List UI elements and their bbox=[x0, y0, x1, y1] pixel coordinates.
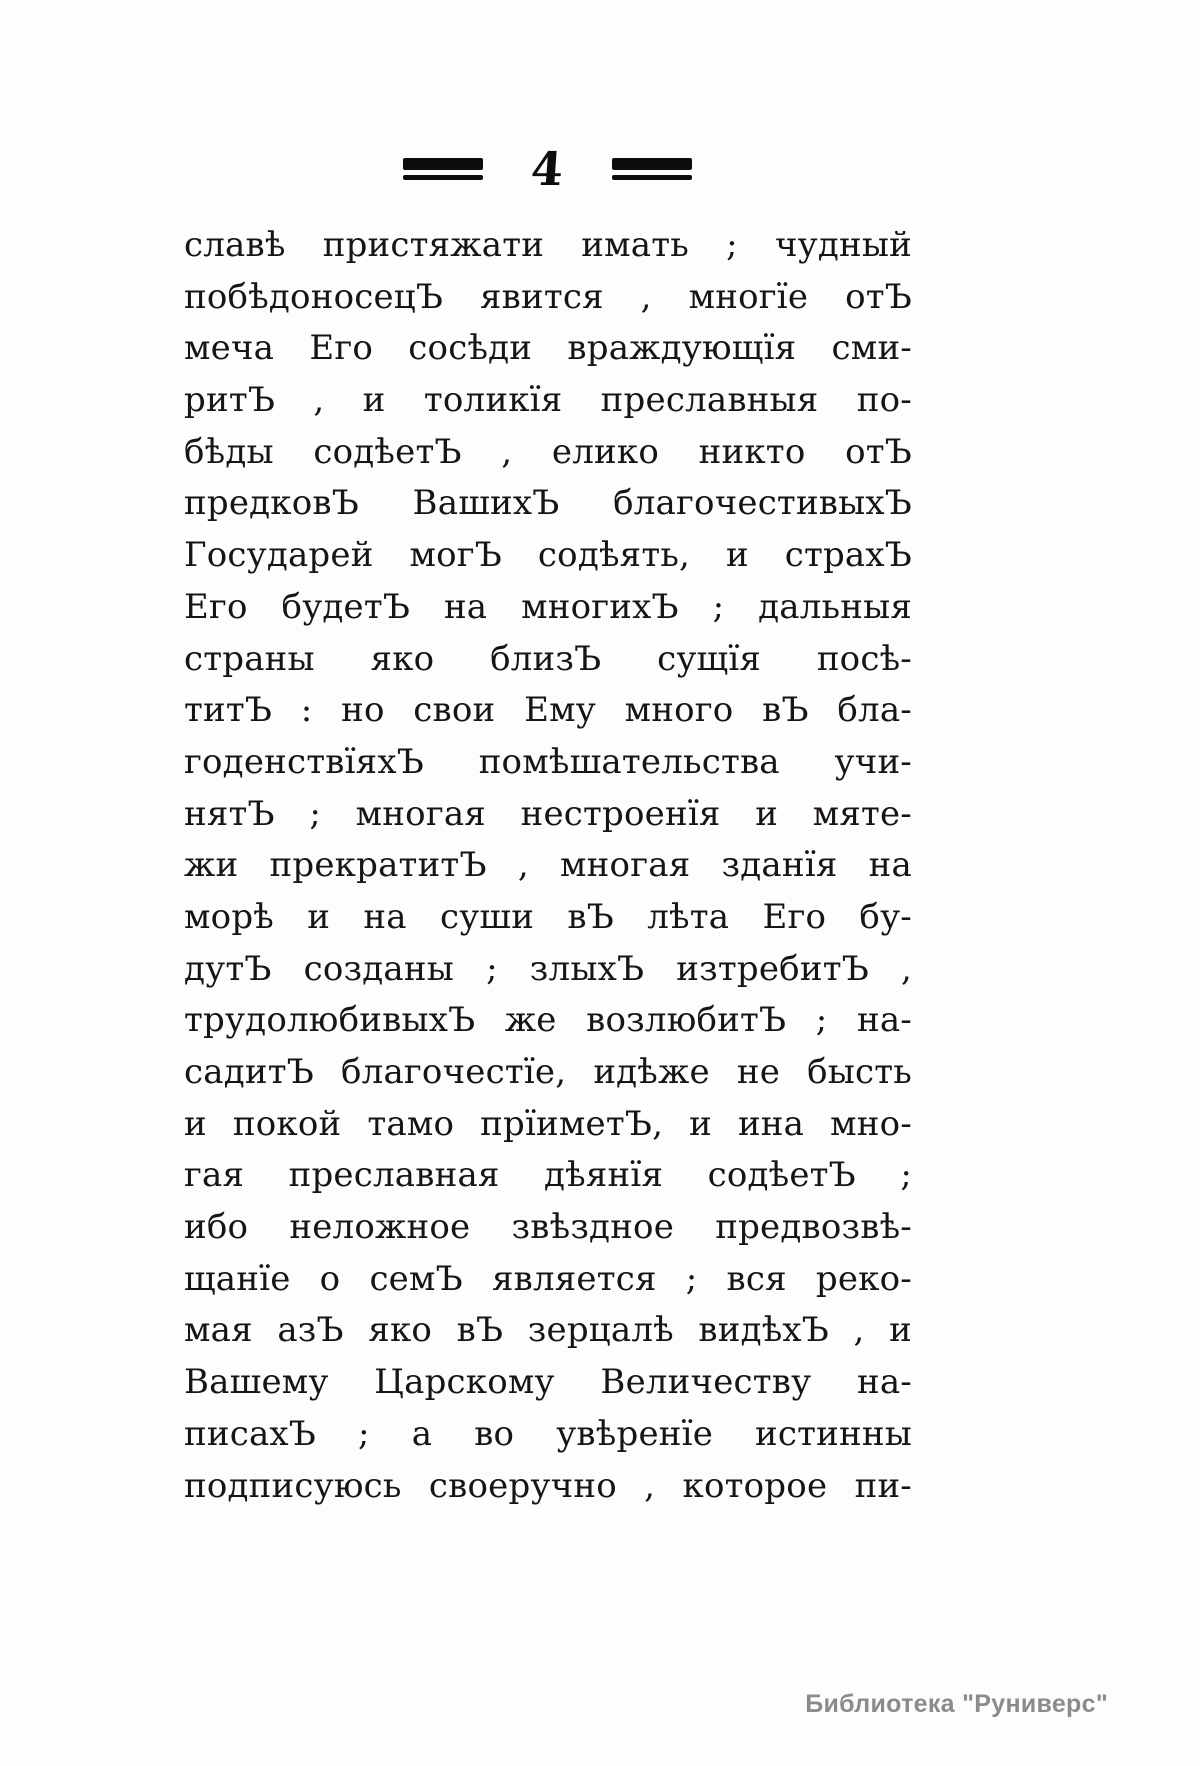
text-line: жи прекратитЪ , многая зданїя на bbox=[184, 845, 912, 886]
page-number: 4 bbox=[529, 142, 566, 196]
text-line: Вашему Царскому Величеству на- bbox=[184, 1362, 912, 1403]
page-header bbox=[185, 142, 910, 196]
text-line: трудолюбивыхЪ же возлюбитЪ ; на- bbox=[184, 1000, 912, 1041]
text-line: ибо неложное звѣздное предвозвѣ- bbox=[184, 1207, 912, 1248]
text-line: предковЪ ВашихЪ благочестивыхЪ bbox=[184, 483, 912, 524]
text-line: подписуюсь своеручно , которое пи- bbox=[184, 1465, 912, 1506]
text-line: гая преславная дѣянїя содѣетЪ ; bbox=[184, 1155, 912, 1196]
text-line: меча Его сосѣди враждующїя сми- bbox=[184, 328, 912, 369]
text-line: бѣды содѣетЪ , елико никто отЪ bbox=[184, 431, 912, 472]
text-line: титЪ : но свои Ему много вЪ бла- bbox=[184, 690, 912, 731]
rule-thick bbox=[612, 158, 692, 170]
text-line: годенствїяхЪ помѣшательства учи- bbox=[184, 741, 912, 782]
text-line: писахЪ ; а во увѣренїе истинны bbox=[184, 1413, 912, 1454]
text-line: морѣ и на суши вЪ лѣта Его бу- bbox=[184, 896, 912, 937]
body-text bbox=[184, 220, 912, 1512]
header-rule-right-icon bbox=[612, 158, 692, 180]
text-line: ритЪ , и толикїя преславныя по- bbox=[184, 380, 912, 421]
text-line: Государей могЪ содѣять, и страхЪ bbox=[184, 535, 912, 576]
library-watermark: Библиотека "Руниверс" bbox=[805, 1690, 1108, 1718]
rule-thin bbox=[403, 175, 483, 180]
text-line: дутЪ созданы ; злыхЪ изтребитЪ , bbox=[184, 948, 912, 989]
rule-thin bbox=[612, 175, 692, 180]
text-line: и покой тамо прїиметЪ, и ина мно- bbox=[184, 1103, 912, 1144]
text-line: нятЪ ; многая нестроенїя и мяте- bbox=[184, 793, 912, 834]
rule-thick bbox=[403, 158, 483, 170]
text-line: щанїе о семЪ является ; вся реко- bbox=[184, 1258, 912, 1299]
text-line: славѣ пристяжати имать ; чудный bbox=[184, 225, 912, 265]
text-line: страны яко близЪ сущїя посѣ- bbox=[184, 638, 912, 679]
text-line: садитЪ благочестїе, идѣже не бысть bbox=[184, 1052, 912, 1092]
header-rule-left-icon bbox=[403, 158, 483, 180]
text-line: побѣдоносецЪ явится , многїе отЪ bbox=[184, 276, 912, 317]
text-line: мая азЪ яко вЪ зерцалѣ видѣхЪ , и bbox=[184, 1310, 912, 1351]
text-line: Его будетЪ на многихЪ ; дальныя bbox=[184, 586, 912, 627]
